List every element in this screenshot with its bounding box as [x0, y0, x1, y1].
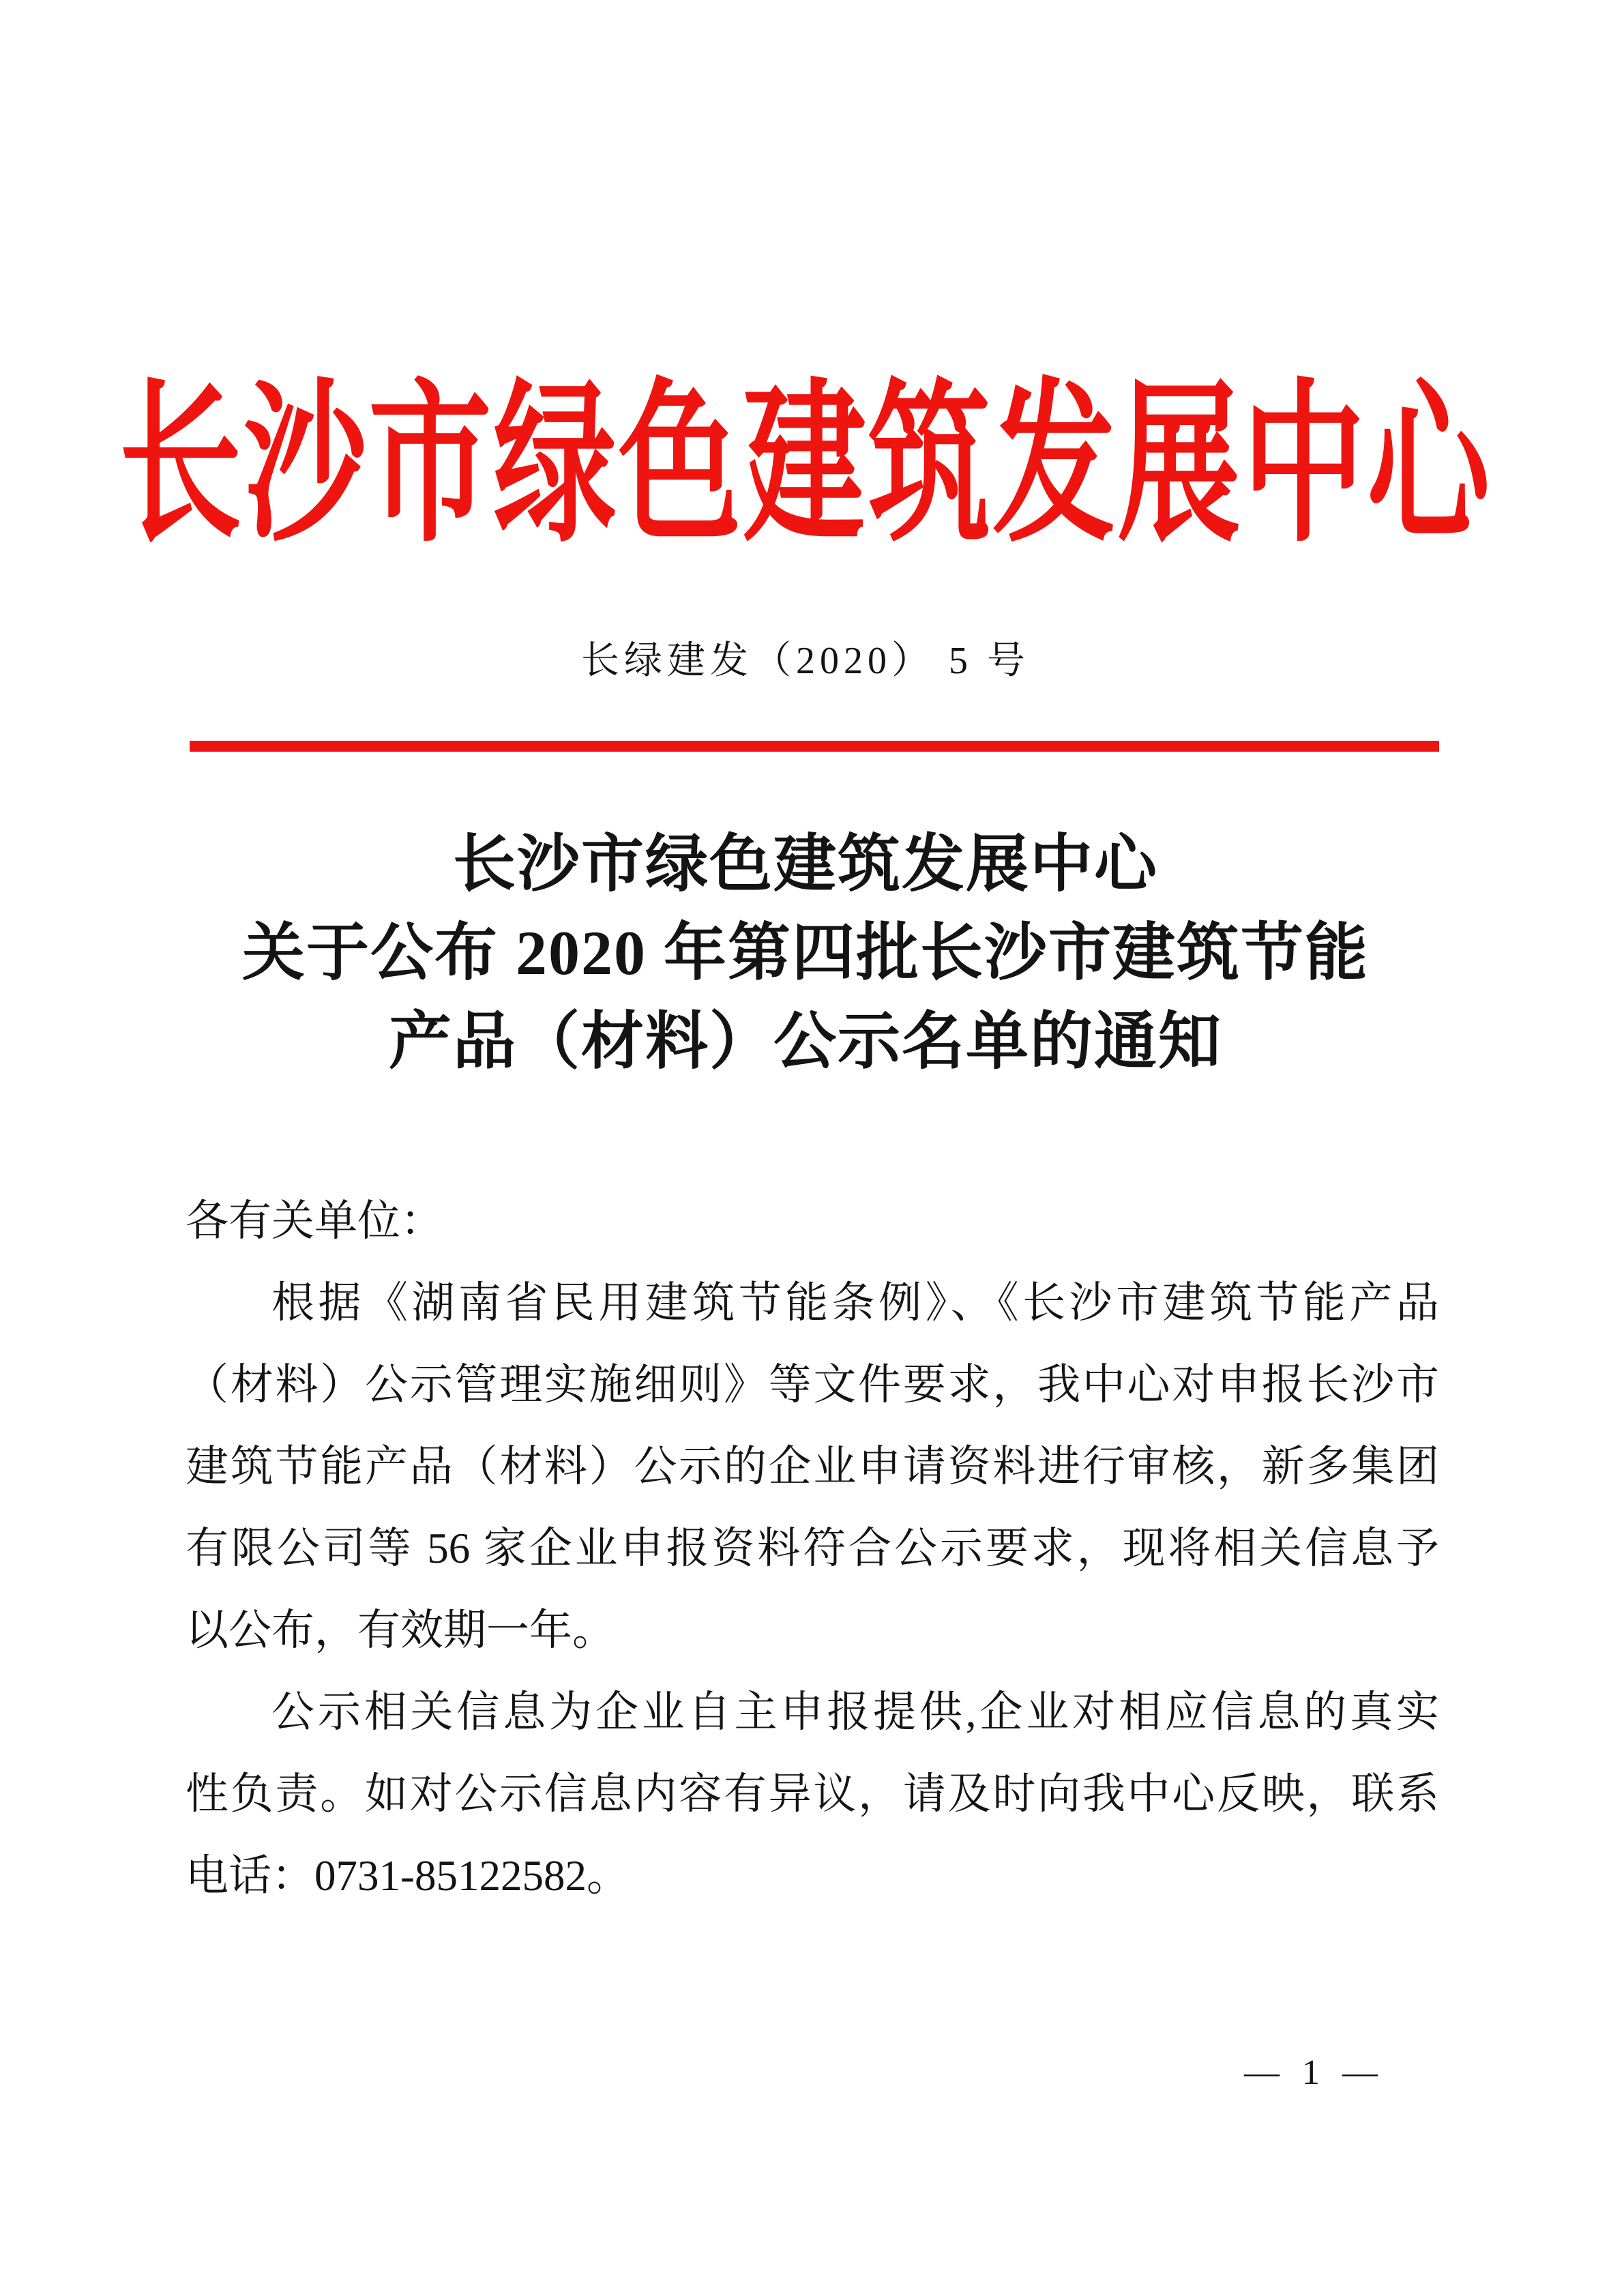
salutation: 各有关单位： [186, 1197, 443, 1245]
body-line: 建筑节能产品（材料）公示的企业申请资料进行审核，新多集团 [186, 1443, 1439, 1490]
document-title [0, 820, 1611, 1086]
body-line: 有限公司等 56 家企业申报资料符合公示要求，现将相关信息予 [186, 1525, 1439, 1572]
red-divider-line [190, 741, 1439, 752]
title-line-1: 长沙市绿色建筑发展中心 [452, 829, 1158, 899]
body-line: 电话：0731-85122582。 [186, 1852, 630, 1900]
body-line: （材料）公示管理实施细则》等文件要求，我中心对申报长沙市 [186, 1361, 1439, 1409]
page-number: — 1 — [1244, 2053, 1385, 2092]
document-body [186, 1180, 1439, 1917]
body-line: 性负责。如对公示信息内容有异议，请及时向我中心反映，联系 [186, 1770, 1439, 1818]
body-line: 根据《湖南省民用建筑节能条例》、《长沙市建筑节能产品 [271, 1279, 1439, 1327]
title-line-2: 关于公布 2020 年第四批长沙市建筑节能 [241, 918, 1369, 988]
body-line: 以公布，有效期一年。 [186, 1606, 615, 1654]
title-line-3: 产品（材料）公示名单的通知 [388, 1007, 1222, 1076]
letterhead-title: 长沙市绿色建筑发展中心 [119, 369, 1492, 563]
body-line: 公示相关信息为企业自主申报提供,企业对相应信息的真实 [271, 1688, 1439, 1736]
doc-number: 长绿建发（2020） 5 号 [581, 640, 1030, 682]
